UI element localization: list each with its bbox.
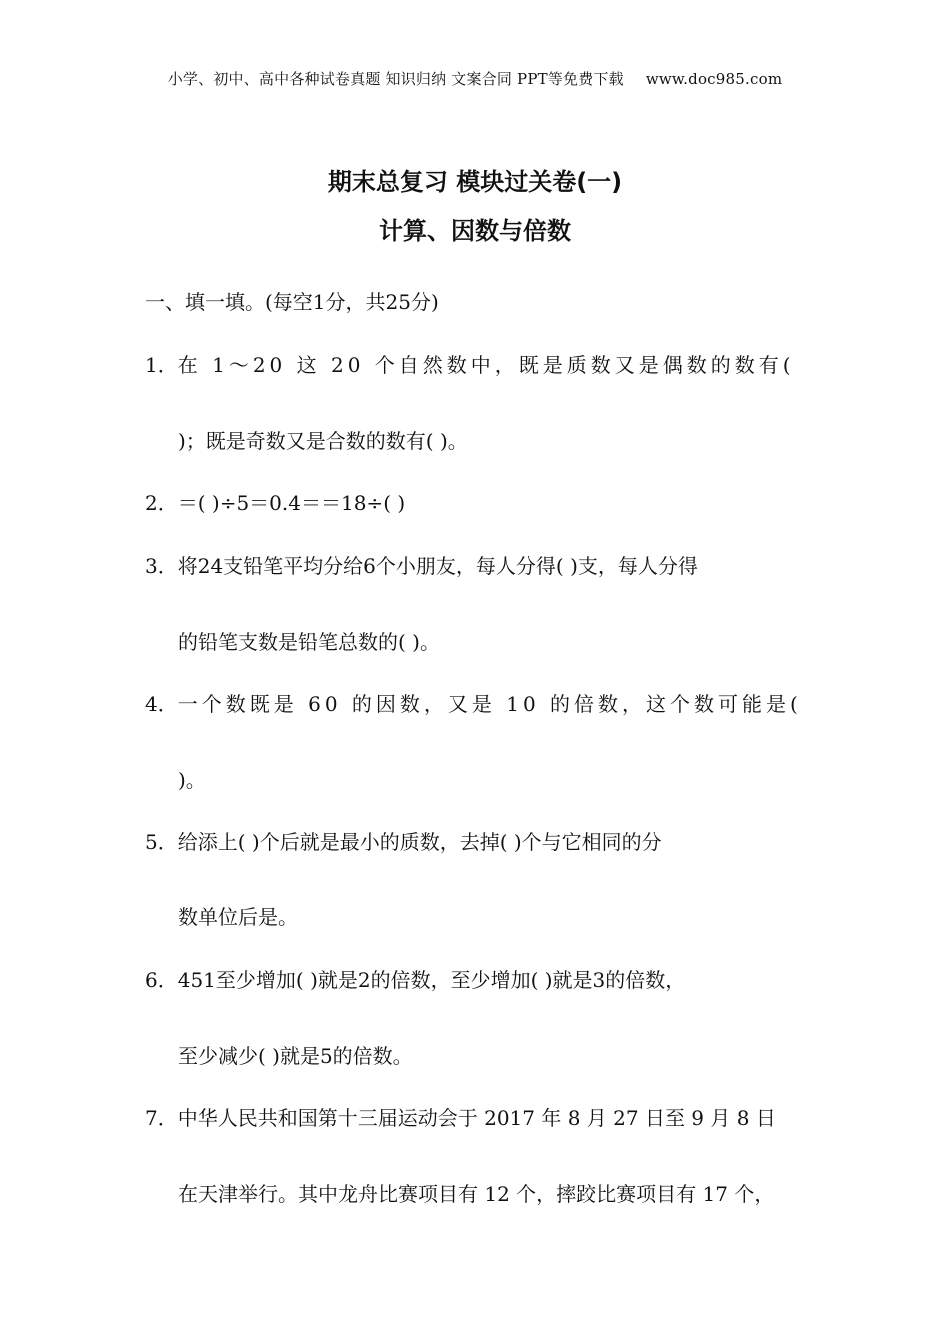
question-7-continuation: 在天津举行。其中龙舟比赛项目有 12 个，摔跤比赛项目有 17 个， xyxy=(178,1182,775,1206)
page-header xyxy=(0,68,950,89)
section-heading: 一、填一填。(每空1分，共25分) xyxy=(145,290,439,314)
question-number: 7． xyxy=(145,1106,178,1130)
question-3 xyxy=(145,553,698,579)
question-1 xyxy=(145,352,795,378)
question-6 xyxy=(145,967,685,993)
question-text: 451至少增加( )就是2的倍数，至少增加( )就是3的倍数， xyxy=(177,968,686,992)
header-url[interactable]: www.doc985.com xyxy=(645,70,783,88)
question-7 xyxy=(145,1105,776,1131)
question-number: 4． xyxy=(145,692,178,716)
exam-subtitle: 计算、因数与倍数 xyxy=(379,217,571,245)
question-number: 3． xyxy=(145,554,178,578)
question-6-continuation: 至少减少( )就是5的倍数。 xyxy=(178,1044,413,1068)
question-5-continuation: 数单位后是。 xyxy=(178,905,298,929)
question-4-continuation: )。 xyxy=(178,768,206,792)
exam-title: 期末总复习 模块过关卷(一) xyxy=(327,168,623,196)
question-text: ＝( )÷5＝0.4＝＝18÷( ) xyxy=(177,491,406,515)
question-1-continuation: )；既是奇数又是合数的数有( )。 xyxy=(178,429,468,453)
header-text: 小学、初中、高中各种试卷真题 知识归纳 文案合同 PPT等免费下载 xyxy=(167,70,624,88)
question-text: 给添上( )个后就是最小的质数，去掉( )个与它相同的分 xyxy=(177,830,662,854)
question-3-continuation: 的铅笔支数是铅笔总数的( )。 xyxy=(178,630,440,654)
question-number: 2． xyxy=(145,491,178,515)
question-number: 6． xyxy=(145,968,178,992)
question-4 xyxy=(145,691,802,717)
question-5 xyxy=(145,829,662,855)
question-text: 将24支铅笔平均分给6个小朋友，每人分得( )支，每人分得 xyxy=(177,554,698,578)
question-text: 在 1～20 这 20 个自然数中，既是质数又是偶数的数有( xyxy=(177,353,795,377)
question-2 xyxy=(145,490,405,516)
question-text: 中华人民共和国第十三届运动会于 2017 年 8 月 27 日至 9 月 8 日 xyxy=(177,1106,776,1130)
question-number: 1． xyxy=(145,353,178,377)
question-text: 一个数既是 60 的因数，又是 10 的倍数，这个数可能是( xyxy=(177,692,802,716)
question-number: 5． xyxy=(145,830,178,854)
